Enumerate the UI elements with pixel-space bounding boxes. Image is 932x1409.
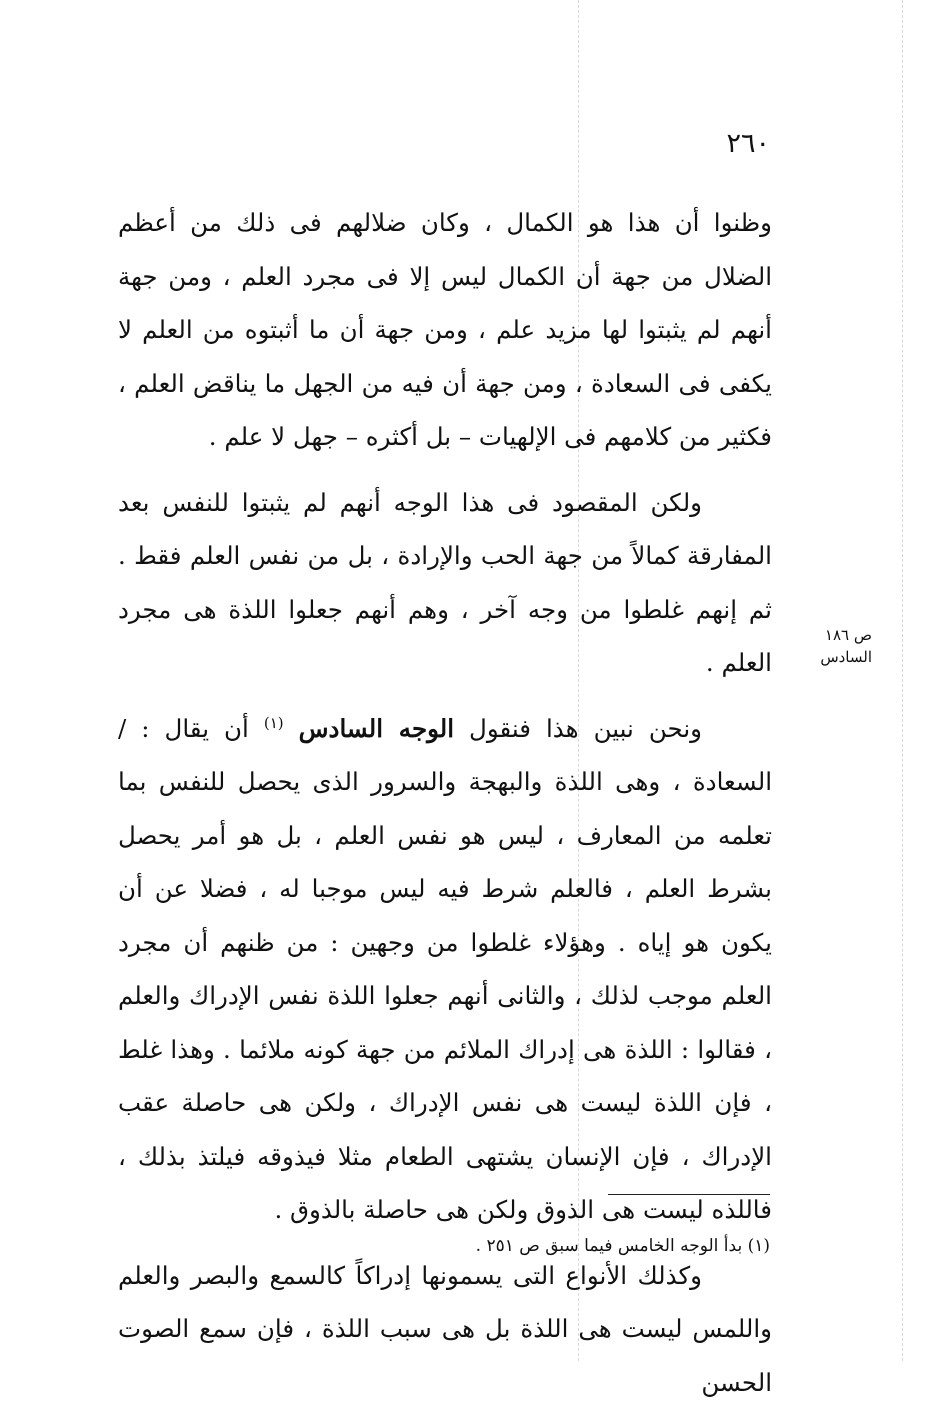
paragraph-text: وكذلك الأنواع التى يسمونها إدراكاً كالسمع والبصر والعلم واللمس ليست هى اللذة بل هى سبب اللذة ، فإن سمع الصوت الحسن	[118, 1261, 772, 1397]
paragraph	[118, 1249, 772, 1409]
fold-line	[902, 0, 903, 1361]
margin-note	[808, 624, 872, 668]
paragraph	[118, 702, 772, 1237]
margin-note-page-ref: ص ١٨٦	[808, 624, 872, 646]
paragraph: وظنوا أن هذا هو الكمال ، وكان ضلالهم فى ذلك من أعظم الضلال من جهة أن الكمال ليس إلا فى مجرد العلم ، ومن جهة أنهم لم يثبتوا لها مزيد علم ، ومن جهة أن ما أثبتوه من العلم لا يكفى فى السعادة ، ومن جهة أن فيه من الجهل ما يناقض العلم ، فكثير من كلامهم فى الإلهيات – بل أكثره – جهل لا علم .	[118, 196, 772, 464]
page-number: ٢٦٠	[650, 128, 770, 159]
footnote-divider	[608, 1194, 770, 1195]
footnote: (١) بدأ الوجه الخامس فيما سبق ص ٢٥١ .	[330, 1233, 770, 1259]
paragraph	[118, 476, 772, 690]
section-heading-inline: الوجه السادس	[299, 714, 454, 743]
paragraph-text: ونحن نبين هذا فنقول	[454, 714, 702, 743]
footnote-reference: (١)	[264, 713, 284, 731]
margin-note-label: السادس	[808, 646, 872, 668]
paragraph-text: أن يقال : / السعادة ، وهى اللذة والبهجة والسرور الذى يحصل للنفس بما تعلمه من المعارف ، ليس هو نفس العلم ، بل هو أمر يحصل بشرط العلم ، فالعلم شرط فيه ليس موجبا له ، فضلا عن أن يكون هو إياه . وهؤلاء غلطوا من وجهين : من ظنهم أن مجرد العلم موجب لذلك ، والثانى أنهم جعلوا اللذة نفس الإدراك والعلم ، فقالوا : اللذة هى إدراك الملائم من جهة كونه ملائما . وهذا غلط ، فإن اللذة ليست هى نفس الإدراك ، ولكن هى حاصلة عقب الإدراك ، فإن الإنسان يشتهى الطعام مثلا فيذوقه فيلتذ بذلك ، فاللذه ليست هى الذوق ولكن هى حاصلة بالذوق .	[118, 714, 772, 1225]
main-text	[118, 196, 772, 1409]
paragraph-text: ولكن المقصود فى هذا الوجه أنهم لم يثبتوا للنفس بعد المفارقة كمالاً من جهة الحب والإرادة ، بل من نفس العلم فقط . ثم إنهم غلطوا من وجه آخر ، وهم أنهم جعلوا اللذة هى مجرد العلم .	[118, 488, 772, 678]
